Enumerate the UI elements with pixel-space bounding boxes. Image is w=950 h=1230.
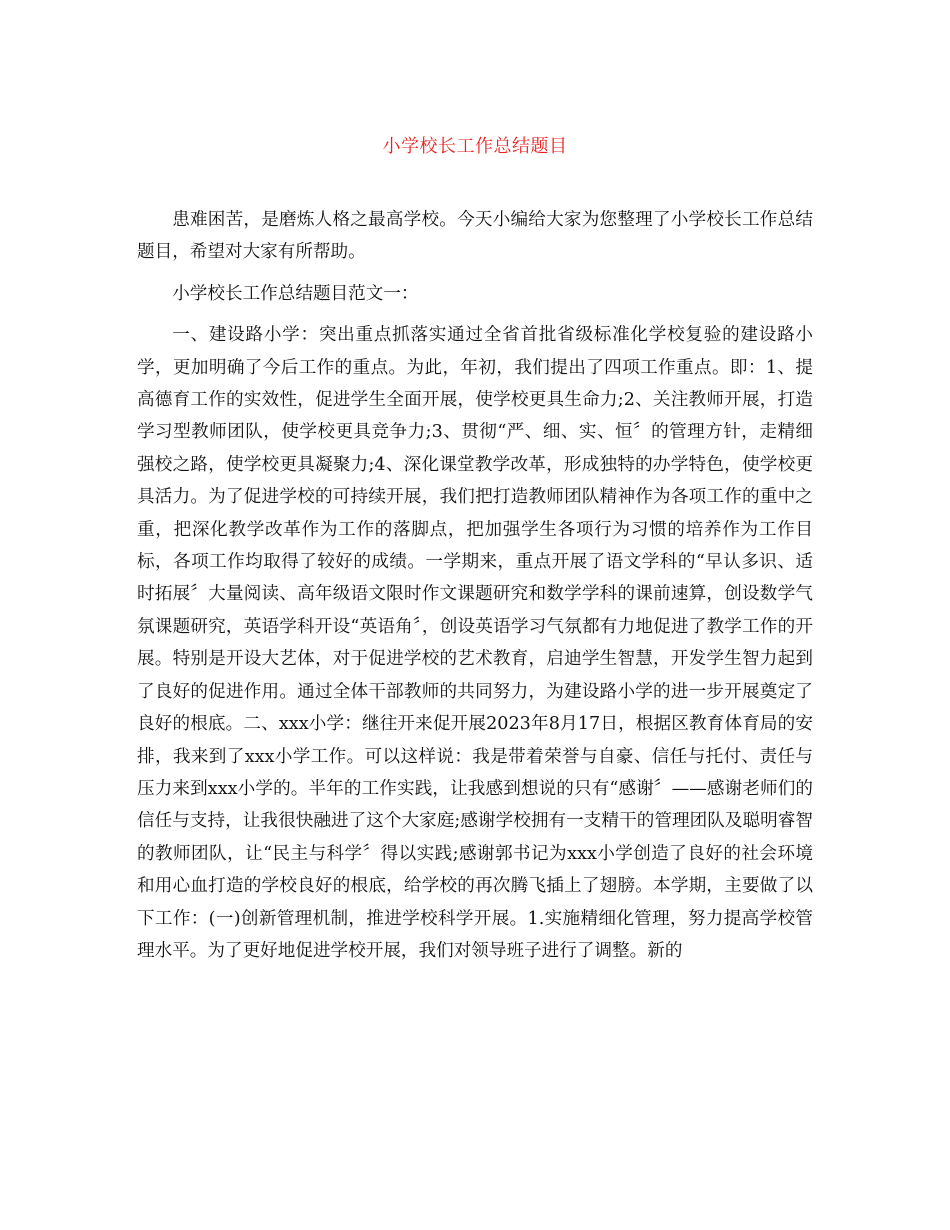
intro-paragraph: 患难困苦，是磨炼人格之最高学校。今天小编给大家为您整理了小学校长工作总结题目，希望对大家有所帮助。 xyxy=(137,210,813,263)
document-body xyxy=(137,204,813,976)
section-heading: 小学校长工作总结题目范文一： xyxy=(172,283,419,304)
document-title: 小学校长工作总结题目 xyxy=(382,136,568,157)
body-paragraph: 一、建设路小学：突出重点抓落实通过全省首批省级标准化学校复验的建设路小学，更加明确了今后工作的重点。为此，年初，我们提出了四项工作重点。即：1、提高德育工作的实效性，促进学生全面开展，使学校更具生命力;2、关注教师开展，打造学习型教师团队，使学校更具竞争力;3、贯彻“严、细、实、恒〞的管理方针，走精细强校之路，使学校更具凝聚力;4、深化课堂教学改革，形成独特的办学特色，使学校更具活力。为了促进学校的可持续开展，我们把打造教师团队精神作为各项工作的重中之重，把深化教学改革作为工作的落脚点，把加强学生各项行为习惯的培养作为工作目标，各项工作均取得了较好的成绩。一学期来，重点开展了语文学科的“早认多识、适时拓展〞大量阅读、高年级语文限时作文课题研究和数学学科的课前速算，创设数学气氛课题研究，英语学科开设“英语角〞，创设英语学习气氛都有力地促进了教学工作的开展。特别是开设大艺体，对于促进学校的艺术教育，启迪学生智慧，开发学生智力起到了良好的促进作用。通过全体干部教师的共同努力，为建设路小学的进一步开展奠定了良好的根底。二、xxx小学：继往开来促开展2023年8月17日，根据区教育体育局的安排，我来到了xxx小学工作。可以这样说：我是带着荣誉与自豪、信任与托付、责任与压力来到xxx小学的。半年的工作实践，让我感到想说的只有“感谢〞——感谢老师们的信任与支持，让我很快融进了这个大家庭;感谢学校拥有一支精干的管理团队及聪明睿智的教师团队，让“民主与科学〞得以实践;感谢郭书记为xxx小学创造了良好的社会环境和用心血打造的学校良好的根底，给学校的再次腾飞插上了翅膀。本学期，主要做了以下工作：(一)创新管理机制，推进学校科学开展。1.实施精细化管理，努力提高学校管理水平。为了更好地促进学校开展，我们对领导班子进行了调整。新的 xyxy=(137,325,813,961)
